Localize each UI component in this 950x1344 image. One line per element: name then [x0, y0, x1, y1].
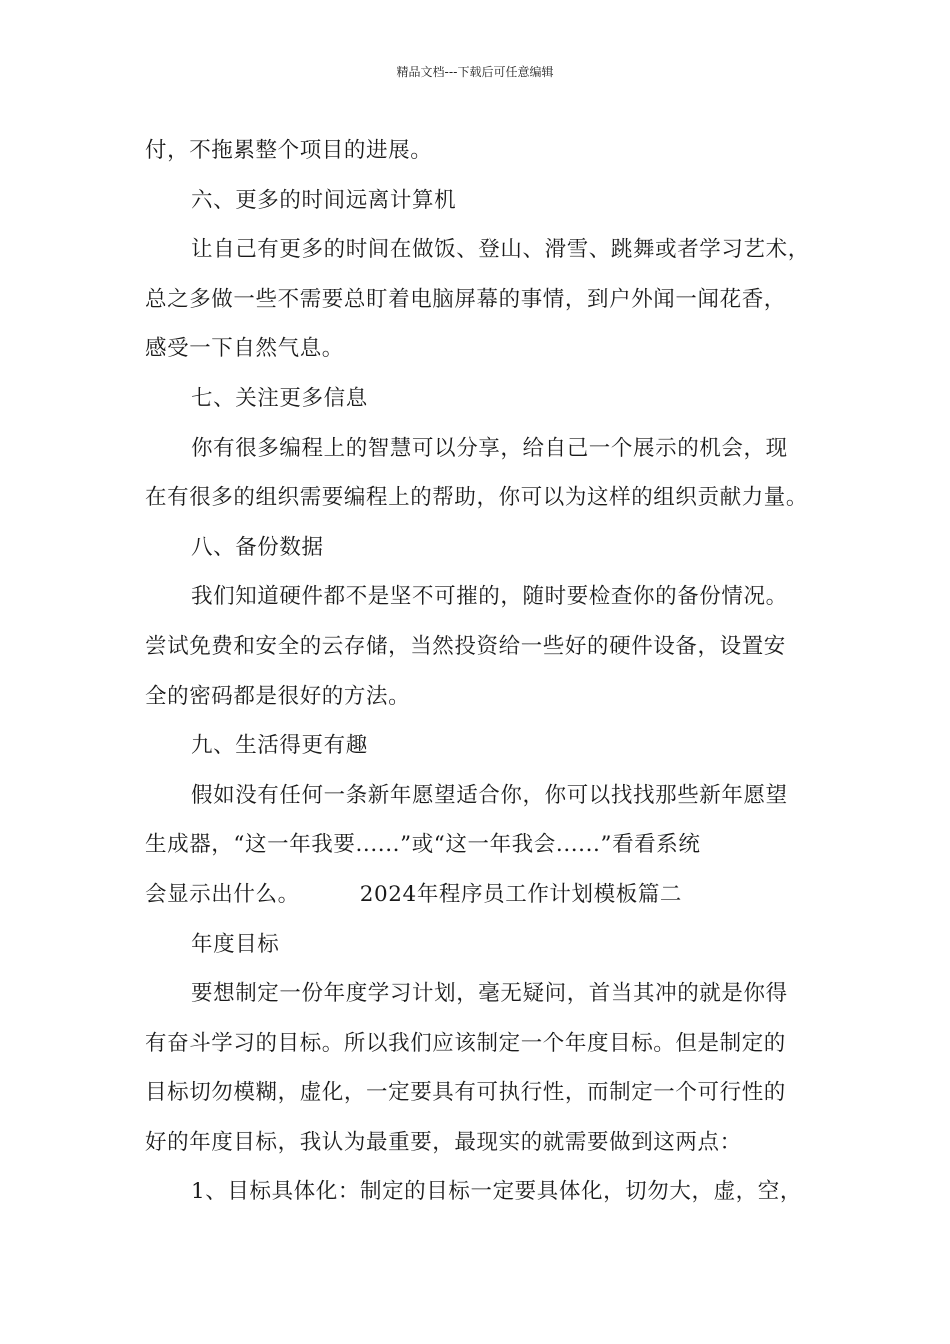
document-body: [145, 126, 835, 1217]
section-heading: 七、关注更多信息: [191, 385, 368, 411]
section-heading: 九、生活得更有趣: [191, 733, 368, 759]
text-line: 生成器，“这一年我要......”或“这一年我会......”看看系统: [145, 832, 701, 858]
text-line: 你有很多编程上的智慧可以分享，给自己一个展示的机会，现: [191, 435, 788, 461]
text-line-with-heading: [145, 870, 835, 920]
section-heading: 六、更多的时间远离计算机: [191, 187, 457, 213]
text-line: 有奋斗学习的目标。所以我们应该制定一个年度目标。但是制定的: [145, 1030, 786, 1056]
section-heading: 年度目标: [191, 931, 280, 957]
text-line: 感受一下自然气息。: [145, 336, 344, 362]
section-heading: 八、备份数据: [191, 534, 324, 560]
text-line: 目标切勿模糊，虚化，一定要具有可执行性，而制定一个可行性的: [145, 1080, 786, 1106]
text-line: 会显示出什么。: [145, 881, 300, 907]
text-line: 全的密码都是很好的方法。: [145, 683, 411, 709]
text-line: 1、目标具体化：制定的目标一定要具体化，切勿大，虚，空，: [191, 1179, 802, 1205]
text-line: 在有很多的组织需要编程上的帮助，你可以为这样的组织贡献力量。: [145, 485, 809, 511]
text-line: 尝试免费和安全的云存储，当然投资给一些好的硬件设备，设置安: [145, 633, 786, 659]
document-section-title: 2024年程序员工作计划模板篇二: [359, 881, 683, 907]
text-line: 我们知道硬件都不是坚不可摧的，随时要检查你的备份情况。: [191, 584, 788, 610]
text-line: 好的年度目标，我认为最重要，最现实的就需要做到这两点：: [145, 1129, 742, 1155]
text-line: 付，不拖累整个项目的进展。: [145, 138, 433, 163]
text-line: 要想制定一份年度学习计划，毫无疑问，首当其冲的就是你得: [191, 981, 788, 1007]
text-line: 假如没有任何一条新年愿望适合你，你可以找找那些新年愿望: [191, 782, 788, 808]
text-line: 让自己有更多的时间在做饭、登山、滑雪、跳舞或者学习艺术，: [191, 237, 810, 263]
text-line: 总之多做一些不需要总盯着电脑屏幕的事情，到户外闻一闻花香，: [145, 286, 786, 312]
page-header: 精品文档---下载后可任意编辑: [396, 65, 554, 79]
